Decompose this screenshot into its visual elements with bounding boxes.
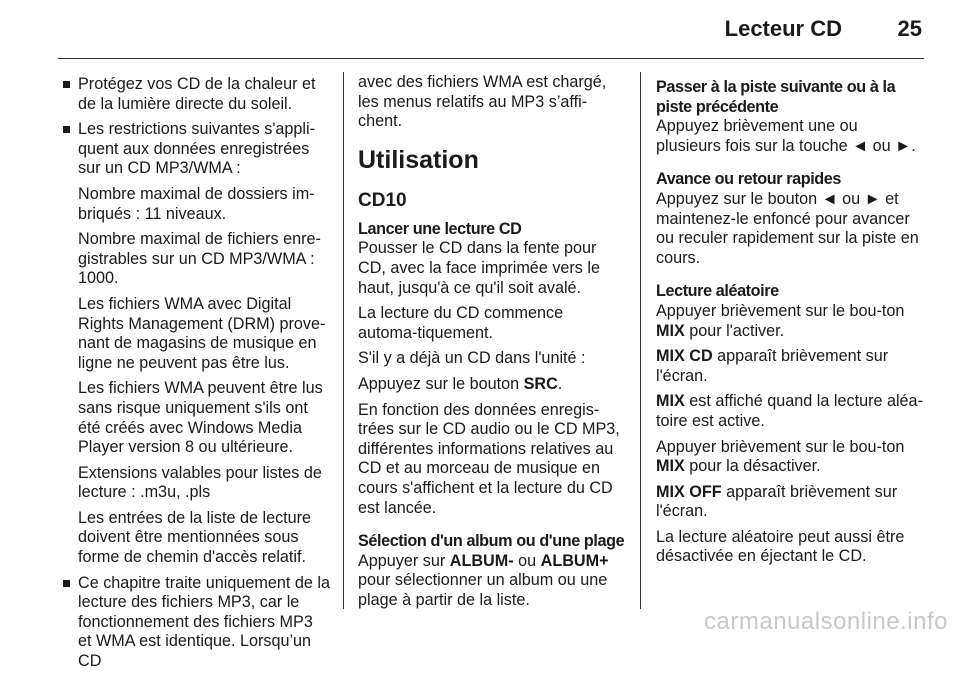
text: Appuyer brièvement sur le bou-ton (656, 437, 905, 456)
column-3 (656, 78, 926, 573)
text: pour sélectionner un album ou une plage à partir de la liste. (358, 571, 608, 609)
topic-heading: Passer à la piste suivante ou à la piste précédente (656, 78, 896, 116)
button-name: ALBUM- (449, 551, 514, 570)
sub-paragraph: Les fichiers WMA peuvent être lus sans risque uniquement s'ils ont été créés avec Windows Media Player version 8 ou ultérieure. (78, 379, 323, 457)
sub-paragraph: Les entrées de la liste de lecture doivent être mentionnées sous forme de chemin d'accès relatif. (78, 508, 312, 567)
subsection-heading: CD10 (358, 189, 407, 211)
button-name: SRC (523, 374, 558, 393)
paragraph (358, 552, 626, 611)
watermark: carmanualsonline.info (704, 608, 948, 635)
bullet-item: Les restrictions suivantes s'appli-quent aux données enregistrées sur un CD MP3/WMA : (62, 120, 330, 179)
paragraph (656, 302, 926, 341)
sub-paragraph: Nombre maximal de dossiers im-briqués : 11 niveaux. (78, 184, 315, 223)
column-2 (358, 73, 626, 616)
display-text: MIX CD (656, 347, 713, 366)
topic-heading: Avance ou retour rapides (656, 170, 842, 189)
topic-heading: Sélection d'un album ou d'une plage (358, 532, 625, 551)
sub-paragraph: Nombre maximal de fichiers enre-gistrables sur un CD MP3/WMA : 1000. (78, 230, 321, 288)
topic-heading: Lecture aléatoire (656, 282, 779, 301)
button-name: MIX (656, 457, 685, 476)
paragraph: Appuyez sur le bouton ◄ ou ► et maintenez-le enfoncé pour avancer ou reculer rapidement sur la piste en cours. (656, 189, 919, 267)
bullet-item: Ce chapitre traite uniquement de la lecture des fichiers MP3, car le fonctionnement des fichiers MP3 et WMA est identique. Lorsqu’un CD (62, 574, 330, 672)
paragraph: La lecture aléatoire peut aussi être désactivée en éjectant le CD. (656, 527, 905, 566)
header-rule (58, 58, 924, 59)
bullet-item: Protégez vos CD de la chaleur et de la lumière directe du soleil. (62, 75, 330, 114)
button-name: MIX (656, 321, 685, 340)
text: apparaît brièvement sur l'écran. (656, 347, 889, 385)
page-title: Lecteur CD (724, 16, 842, 41)
text: pour l'activer. (684, 321, 785, 340)
page-header (0, 0, 960, 52)
paragraph: En fonction des données enregis-trées sur le CD audio ou le CD MP3, différentes informations relatives au CD et au morceau de musique en cours s'affichent et la lecture du CD est lancée. (358, 400, 620, 517)
button-name: ALBUM+ (540, 551, 609, 570)
text: Appuyer brièvement sur le bou-ton (656, 301, 905, 320)
paragraph: Appuyez brièvement une ou plusieurs fois sur la touche ◄ ou ►. (656, 117, 916, 155)
paragraph (656, 483, 926, 522)
paragraph: S'il y a déjà un CD dans l'unité : (358, 349, 586, 368)
text: Appuyer sur (358, 551, 450, 570)
page-number: 25 (897, 16, 922, 41)
column-divider-2 (640, 72, 641, 609)
column-divider-1 (343, 72, 344, 609)
sub-paragraph: Extensions valables pour listes de lecture : .m3u, .pls (78, 463, 322, 502)
text: apparaît brièvement sur l'écran. (656, 482, 898, 521)
topic-heading: Lancer une lecture CD (358, 219, 522, 238)
continued-paragraph: avec des fichiers WMA est chargé, les menus relatifs au MP3 s’affi-chent. (358, 73, 607, 131)
text: Appuyez sur le bouton (358, 374, 524, 393)
text: est affiché quand la lecture aléa-toire est active. (656, 392, 923, 430)
text: pour la désactiver. (684, 457, 821, 476)
paragraph (656, 392, 926, 431)
column-1 (62, 75, 330, 678)
display-text: MIX OFF (656, 482, 722, 501)
display-text: MIX (656, 392, 685, 411)
section-heading: Utilisation (358, 145, 479, 174)
sub-paragraph: Les fichiers WMA avec Digital Rights Management (DRM) prove-nant de magasins de musique en ligne ne peuvent pas être lus. (78, 294, 326, 372)
paragraph (358, 375, 626, 395)
text: ou (513, 551, 541, 570)
paragraph: Pousser le CD dans la fente pour CD, avec la face imprimée vers le haut, jusqu'à ce qu'il soit avalé. (358, 239, 600, 297)
paragraph (656, 438, 926, 477)
text: . (557, 374, 563, 393)
paragraph (656, 347, 926, 386)
paragraph: La lecture du CD commence automa-tiquement. (358, 304, 564, 342)
